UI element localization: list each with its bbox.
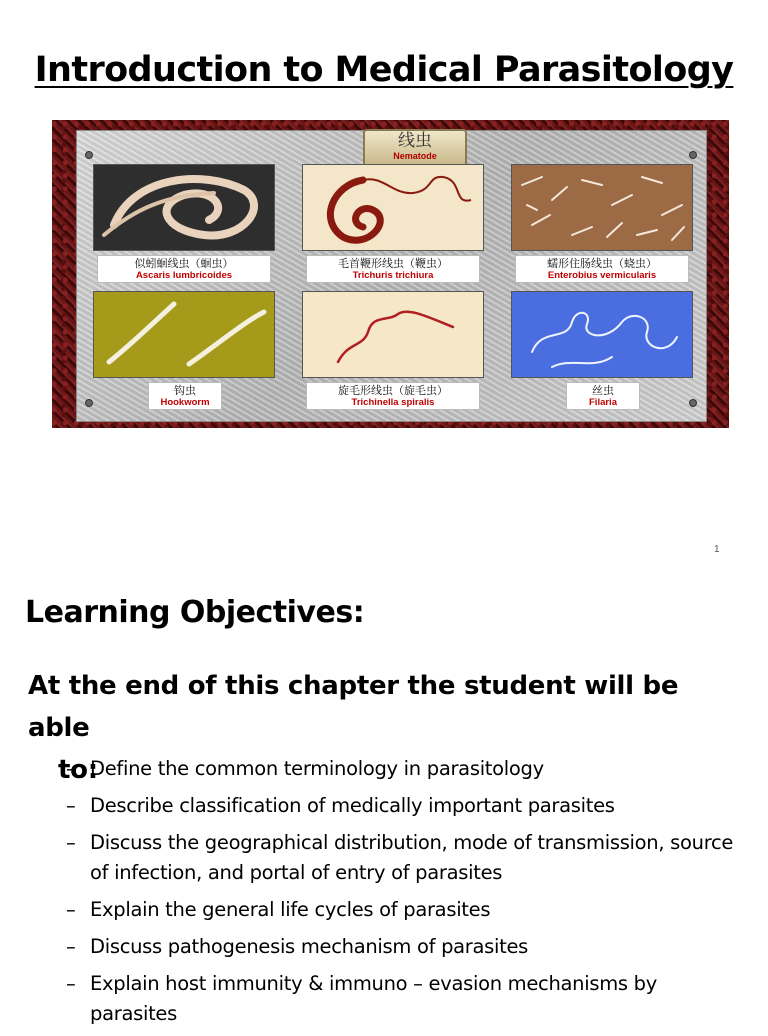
objectives-heading: Learning Objectives: <box>25 595 365 630</box>
trichinella-image <box>302 291 484 378</box>
bolt-icon <box>85 151 93 159</box>
panel-label: 丝虫 Filaria <box>566 382 640 410</box>
filaria-image <box>511 291 693 378</box>
panel-label: 钩虫 Hookworm <box>148 382 222 410</box>
panel-label: 似蚓蛔线虫（蛔虫） Ascaris lumbricoides <box>97 255 271 283</box>
objective-item: – Discuss pathogenesis mechanism of parasites <box>64 932 744 962</box>
bolt-icon <box>689 399 697 407</box>
header-english: Nematode <box>393 151 437 161</box>
trichuris-image <box>302 164 484 251</box>
figure-plate <box>76 130 707 422</box>
panel-label: 毛首鞭形线虫（鞭虫） Trichuris trichiura <box>306 255 480 283</box>
slide-2 <box>0 565 768 1024</box>
header-chinese: 线虫 <box>398 131 432 151</box>
objective-item: – Describe classification of medically important parasites <box>64 791 744 821</box>
objective-item: – Discuss the geographical distribution, mode of transmission, source of infection, and portal of entry of parasites <box>64 828 744 888</box>
intro-line-2: to: <box>58 755 98 785</box>
nematode-figure <box>52 120 729 428</box>
panel-label: 旋毛形线虫（旋毛虫） Trichinella spiralis <box>306 382 480 410</box>
page-number: 1 <box>714 544 720 555</box>
hookworm-image <box>93 291 275 378</box>
panel-label: 蠕形住肠线虫（蛲虫） Enterobius vermicularis <box>515 255 689 283</box>
objective-item: – Explain host immunity & immuno – evasion mechanisms by parasites <box>64 969 744 1029</box>
bolt-icon <box>85 399 93 407</box>
bolt-icon <box>689 151 697 159</box>
objective-item: – Explain the general life cycles of parasites <box>64 895 744 925</box>
enterobius-image <box>511 164 693 251</box>
objectives-list <box>64 754 744 1036</box>
slide-title: Introduction to Medical Parasitology <box>34 50 734 90</box>
objective-item: – Define the common terminology in parasitology <box>64 754 744 784</box>
ascaris-image <box>93 164 275 251</box>
figure-header-plaque <box>363 129 467 167</box>
intro-line-1: At the end of this chapter the student will be able <box>28 671 679 743</box>
